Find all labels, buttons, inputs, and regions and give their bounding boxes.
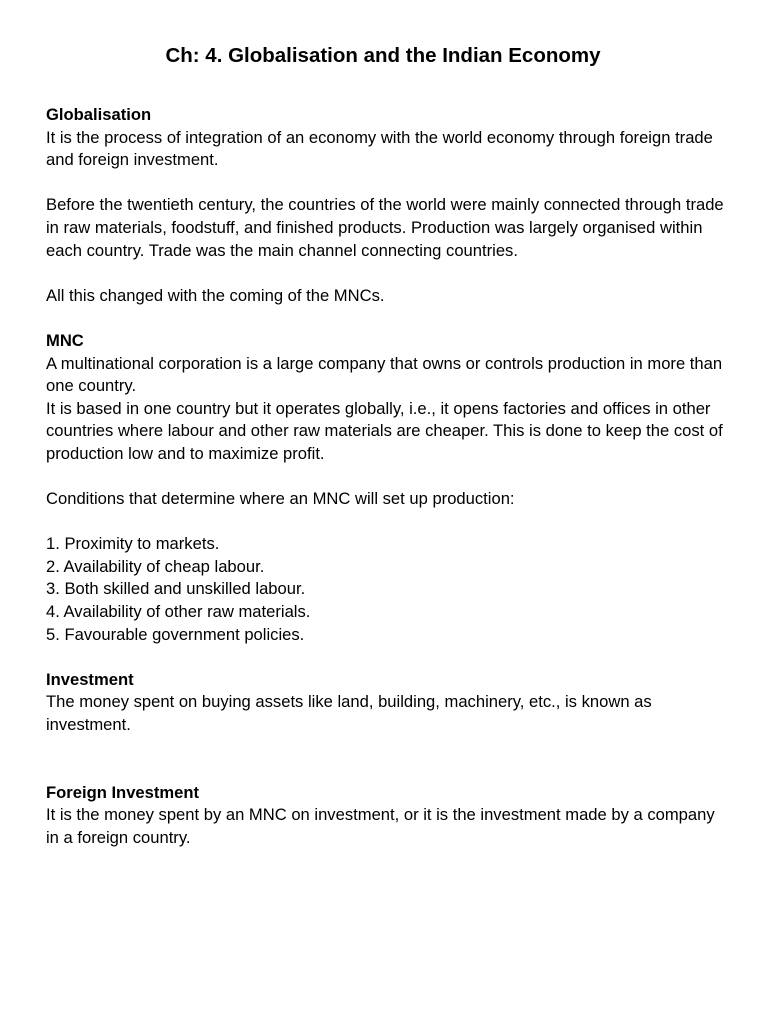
mnc-section <box>46 330 726 646</box>
mnc-heading: MNC <box>46 330 84 350</box>
list-item: 3. Both skilled and unskilled labour. <box>46 579 306 599</box>
foreign-investment-section <box>46 782 726 850</box>
globalisation-section <box>46 104 726 307</box>
document-body <box>46 104 726 850</box>
globalisation-definition: It is the process of integration of an economy with the world economy through foreign trade and foreign investment. <box>46 127 713 170</box>
list-item: 2. Availability of cheap labour. <box>46 556 265 576</box>
page-title: Ch: 4. Globalisation and the Indian Economy <box>165 44 601 67</box>
globalisation-history: Before the twentieth century, the countries of the world were mainly connected through trade in raw materials, foodstuff, and finished products. Production was largely organised within each country. Trade was the main channel connecting countries. <box>46 195 724 260</box>
globalisation-change: All this changed with the coming of the MNCs. <box>46 285 385 305</box>
foreign-investment-heading: Foreign Investment <box>46 782 200 802</box>
mnc-definition: A multinational corporation is a large company that owns or controls production in more than one country. <box>46 353 723 396</box>
conditions-list <box>46 533 726 646</box>
list-item: 1. Proximity to markets. <box>46 534 220 554</box>
investment-section <box>46 669 726 737</box>
list-item: 4. Availability of other raw materials. <box>46 602 311 622</box>
investment-definition: The money spent on buying assets like land, building, machinery, etc., is known as investment. <box>46 692 652 735</box>
list-item: 5. Favourable government policies. <box>46 624 305 644</box>
investment-heading: Investment <box>46 669 134 689</box>
mnc-conditions-intro: Conditions that determine where an MNC will set up production: <box>46 489 515 509</box>
globalisation-heading: Globalisation <box>46 105 152 124</box>
mnc-operation: It is based in one country but it operates globally, i.e., it opens factories and offices in other countries where labour and other raw materials are cheaper. This is done to keep the cost of production low and to maximize profit. <box>46 398 723 463</box>
foreign-investment-definition: It is the money spent by an MNC on investment, or it is the investment made by a company in a foreign country. <box>46 805 715 847</box>
